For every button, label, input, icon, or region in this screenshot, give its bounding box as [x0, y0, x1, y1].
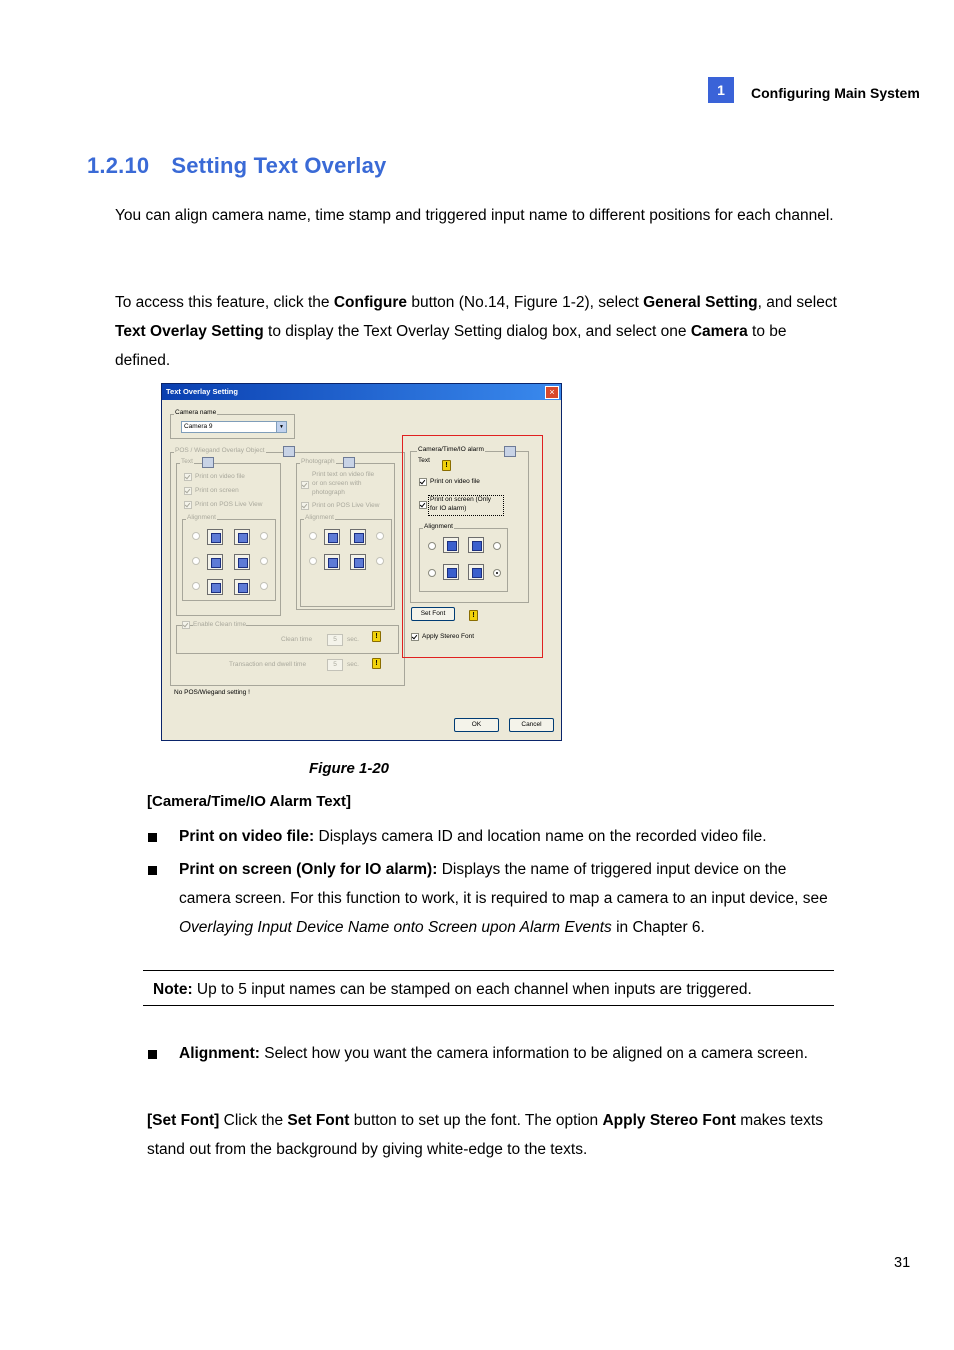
enable-clean-label: Enable Clean time	[193, 621, 247, 628]
cam-print-video-checkbox[interactable]	[419, 478, 427, 486]
chevron-down-icon: ▼	[276, 422, 286, 432]
cam-print-video-label: Print on video file	[430, 478, 480, 485]
print-pos2-label: Print on POS Live View	[312, 502, 380, 509]
text-run: , and select	[757, 294, 837, 311]
warning-icon: !	[372, 658, 381, 669]
bullet-square-icon	[148, 866, 157, 875]
align-bottom-right-icon[interactable]	[234, 579, 250, 595]
print-video-label: Print on video file	[195, 473, 245, 480]
align-radio[interactable]	[309, 532, 317, 540]
warning-icon: !	[469, 610, 478, 621]
text-run: Select how you want the camera information to be aligned on a camera screen.	[259, 1045, 808, 1062]
cam-print-screen-label-2: for IO alarm)	[430, 505, 467, 512]
settings-icon[interactable]	[202, 457, 214, 468]
warning-icon: !	[372, 631, 381, 642]
clean-time-label: Clean time	[281, 636, 313, 643]
figure-caption: Figure 1-20	[309, 760, 390, 777]
align-radio[interactable]	[376, 557, 384, 565]
settings-icon[interactable]	[504, 446, 516, 457]
text-run: Click the	[219, 1112, 288, 1129]
section-title: Setting Text Overlay	[171, 153, 387, 178]
bold-run: Configure	[333, 294, 408, 311]
align-top-left-icon[interactable]	[443, 537, 459, 553]
pos-group-label: POS / Wiegand Overlay Object	[175, 447, 265, 454]
bullet-text	[179, 1039, 838, 1068]
camera-select[interactable]	[181, 421, 287, 433]
enable-clean-checkbox[interactable]	[182, 621, 190, 629]
print-photo-checkbox[interactable]	[301, 481, 309, 489]
align-bottom-right-icon[interactable]	[468, 564, 484, 580]
align-top-right-icon[interactable]	[350, 529, 366, 545]
page-number: 31	[894, 1255, 911, 1271]
text-run: To access this feature, click the	[115, 294, 334, 311]
cam-text-label: Text	[418, 457, 430, 464]
clean-sec-label: sec.	[347, 636, 359, 643]
transaction-label: Transaction end dwell time	[229, 661, 307, 668]
align-radio[interactable]	[309, 557, 317, 565]
set-font-paragraph	[147, 1106, 837, 1164]
align-mid-right-icon[interactable]	[234, 554, 250, 570]
no-pos-label: No POS/Wiegand setting !	[174, 689, 250, 696]
print-screen-checkbox[interactable]	[184, 487, 192, 495]
align-radio[interactable]	[260, 532, 268, 540]
italic-run: Overlaying Input Device Name onto Screen upon Alarm Events	[179, 919, 612, 936]
section-heading	[87, 153, 386, 179]
clean-time-field[interactable]: 5	[327, 634, 343, 646]
bullet-item	[148, 855, 838, 942]
cam-alignment-label: Alignment	[424, 523, 453, 530]
camera-name-label: Camera name	[175, 409, 217, 416]
transaction-sec-label: sec.	[347, 661, 359, 668]
print-photo-label-1: Print text on video file	[312, 471, 375, 478]
camera-time-label: Camera/Time/IO alarm	[418, 446, 484, 453]
align-radio[interactable]	[260, 557, 268, 565]
chapter-title: Configuring Main System	[751, 85, 920, 101]
text-run: in Chapter 6.	[611, 919, 705, 936]
print-pos-label: Print on POS Live View	[195, 501, 263, 508]
bullet-item	[148, 822, 838, 851]
align-radio[interactable]	[428, 542, 436, 550]
note-text	[153, 981, 752, 999]
settings-icon[interactable]	[343, 457, 355, 468]
chapter-number-badge: 1	[708, 77, 734, 103]
bold-run: Alignment:	[179, 1045, 260, 1062]
bold-run: Camera	[690, 323, 748, 340]
bullet-text	[179, 822, 838, 851]
set-font-button[interactable]: Set Font	[411, 607, 455, 621]
align-radio[interactable]	[192, 557, 200, 565]
text-run: Displays camera ID and location name on the recorded video file.	[314, 828, 767, 845]
print-pos-checkbox[interactable]	[184, 501, 192, 509]
cam-print-screen-checkbox[interactable]	[419, 501, 427, 509]
bold-run: Apply Stereo Font	[602, 1112, 736, 1129]
dialog-titlebar	[162, 384, 561, 400]
intro-paragraph: You can align camera name, time stamp and triggered input name to different positions for each channel.	[115, 207, 834, 224]
transaction-field[interactable]: 5	[327, 659, 343, 671]
close-icon[interactable]: ×	[545, 386, 559, 399]
bullet-text	[179, 855, 838, 942]
cancel-button[interactable]: Cancel	[509, 718, 554, 732]
text-run: Displays the name of triggered input device on the camera screen. For this function to work, it is required to map a camera to an input device, see	[179, 861, 828, 907]
align-radio[interactable]	[260, 582, 268, 590]
bold-run: General Setting	[643, 294, 758, 311]
ok-button[interactable]: OK	[454, 718, 499, 732]
apply-stereo-label: Apply Stereo Font	[422, 633, 475, 640]
print-photo-label-3: photograph	[312, 489, 345, 496]
bold-run: Print on screen (Only for IO alarm):	[179, 861, 438, 878]
bold-run: Text Overlay Setting	[115, 323, 264, 340]
bullet-square-icon	[148, 1050, 157, 1059]
align-bottom-left-icon[interactable]	[324, 554, 340, 570]
bold-run: Note:	[153, 981, 193, 998]
camera-select-value: Camera 9	[184, 423, 213, 430]
bullet-item	[148, 1039, 838, 1068]
pos-alignment-label: Alignment	[187, 514, 216, 521]
align-top-right-icon[interactable]	[234, 529, 250, 545]
photograph-label: Photograph	[301, 458, 335, 465]
text-run: Up to 5 input names can be stamped on each channel when inputs are triggered.	[192, 981, 752, 998]
cam-alignment-group	[419, 528, 508, 592]
align-top-right-icon[interactable]	[468, 537, 484, 553]
align-bottom-left-icon[interactable]	[443, 564, 459, 580]
section-number: 1.2.10	[87, 153, 150, 178]
text-run: makes texts stand out from the background by giving white-edge to the texts.	[147, 1112, 823, 1158]
settings-icon[interactable]	[283, 446, 295, 457]
cam-print-screen-label-1: Print on screen (Only	[430, 496, 492, 503]
print-screen-label: Print on screen	[195, 487, 239, 494]
align-radio[interactable]	[493, 542, 501, 550]
pos-text-label: Text	[181, 458, 193, 465]
access-paragraph	[115, 288, 840, 375]
align-bottom-left-icon[interactable]	[207, 579, 223, 595]
bold-run: Set Font	[287, 1112, 350, 1129]
bold-run: [Set Font]	[147, 1112, 220, 1129]
align-radio[interactable]	[192, 532, 200, 540]
warning-icon: !	[442, 460, 451, 471]
text-run: to display the Text Overlay Setting dialog box, and select one	[263, 323, 691, 340]
photo-alignment-label: Alignment	[305, 514, 334, 521]
text-overlay-dialog	[161, 383, 562, 741]
text-run: button to set up the font. The option	[349, 1112, 603, 1129]
print-video-checkbox[interactable]	[184, 473, 192, 481]
dialog-title: Text Overlay Setting	[166, 387, 238, 396]
text-run: to be defined.	[115, 323, 787, 369]
bold-run: Print on video file:	[179, 828, 315, 845]
apply-stereo-checkbox[interactable]	[411, 633, 419, 641]
align-radio[interactable]	[428, 569, 436, 577]
bullet-square-icon	[148, 833, 157, 842]
align-radio[interactable]	[192, 582, 200, 590]
print-photo-label-2: or on screen with	[312, 480, 362, 487]
align-mid-left-icon[interactable]	[207, 554, 223, 570]
print-pos2-checkbox[interactable]	[301, 502, 309, 510]
align-top-left-icon[interactable]	[207, 529, 223, 545]
text-run: button (No.14, Figure 1-2), select	[407, 294, 644, 311]
subheading: [Camera/Time/IO Alarm Text]	[147, 793, 351, 810]
align-radio-selected[interactable]	[493, 569, 501, 577]
align-bottom-right-icon[interactable]	[350, 554, 366, 570]
align-top-left-icon[interactable]	[324, 529, 340, 545]
align-radio[interactable]	[376, 532, 384, 540]
